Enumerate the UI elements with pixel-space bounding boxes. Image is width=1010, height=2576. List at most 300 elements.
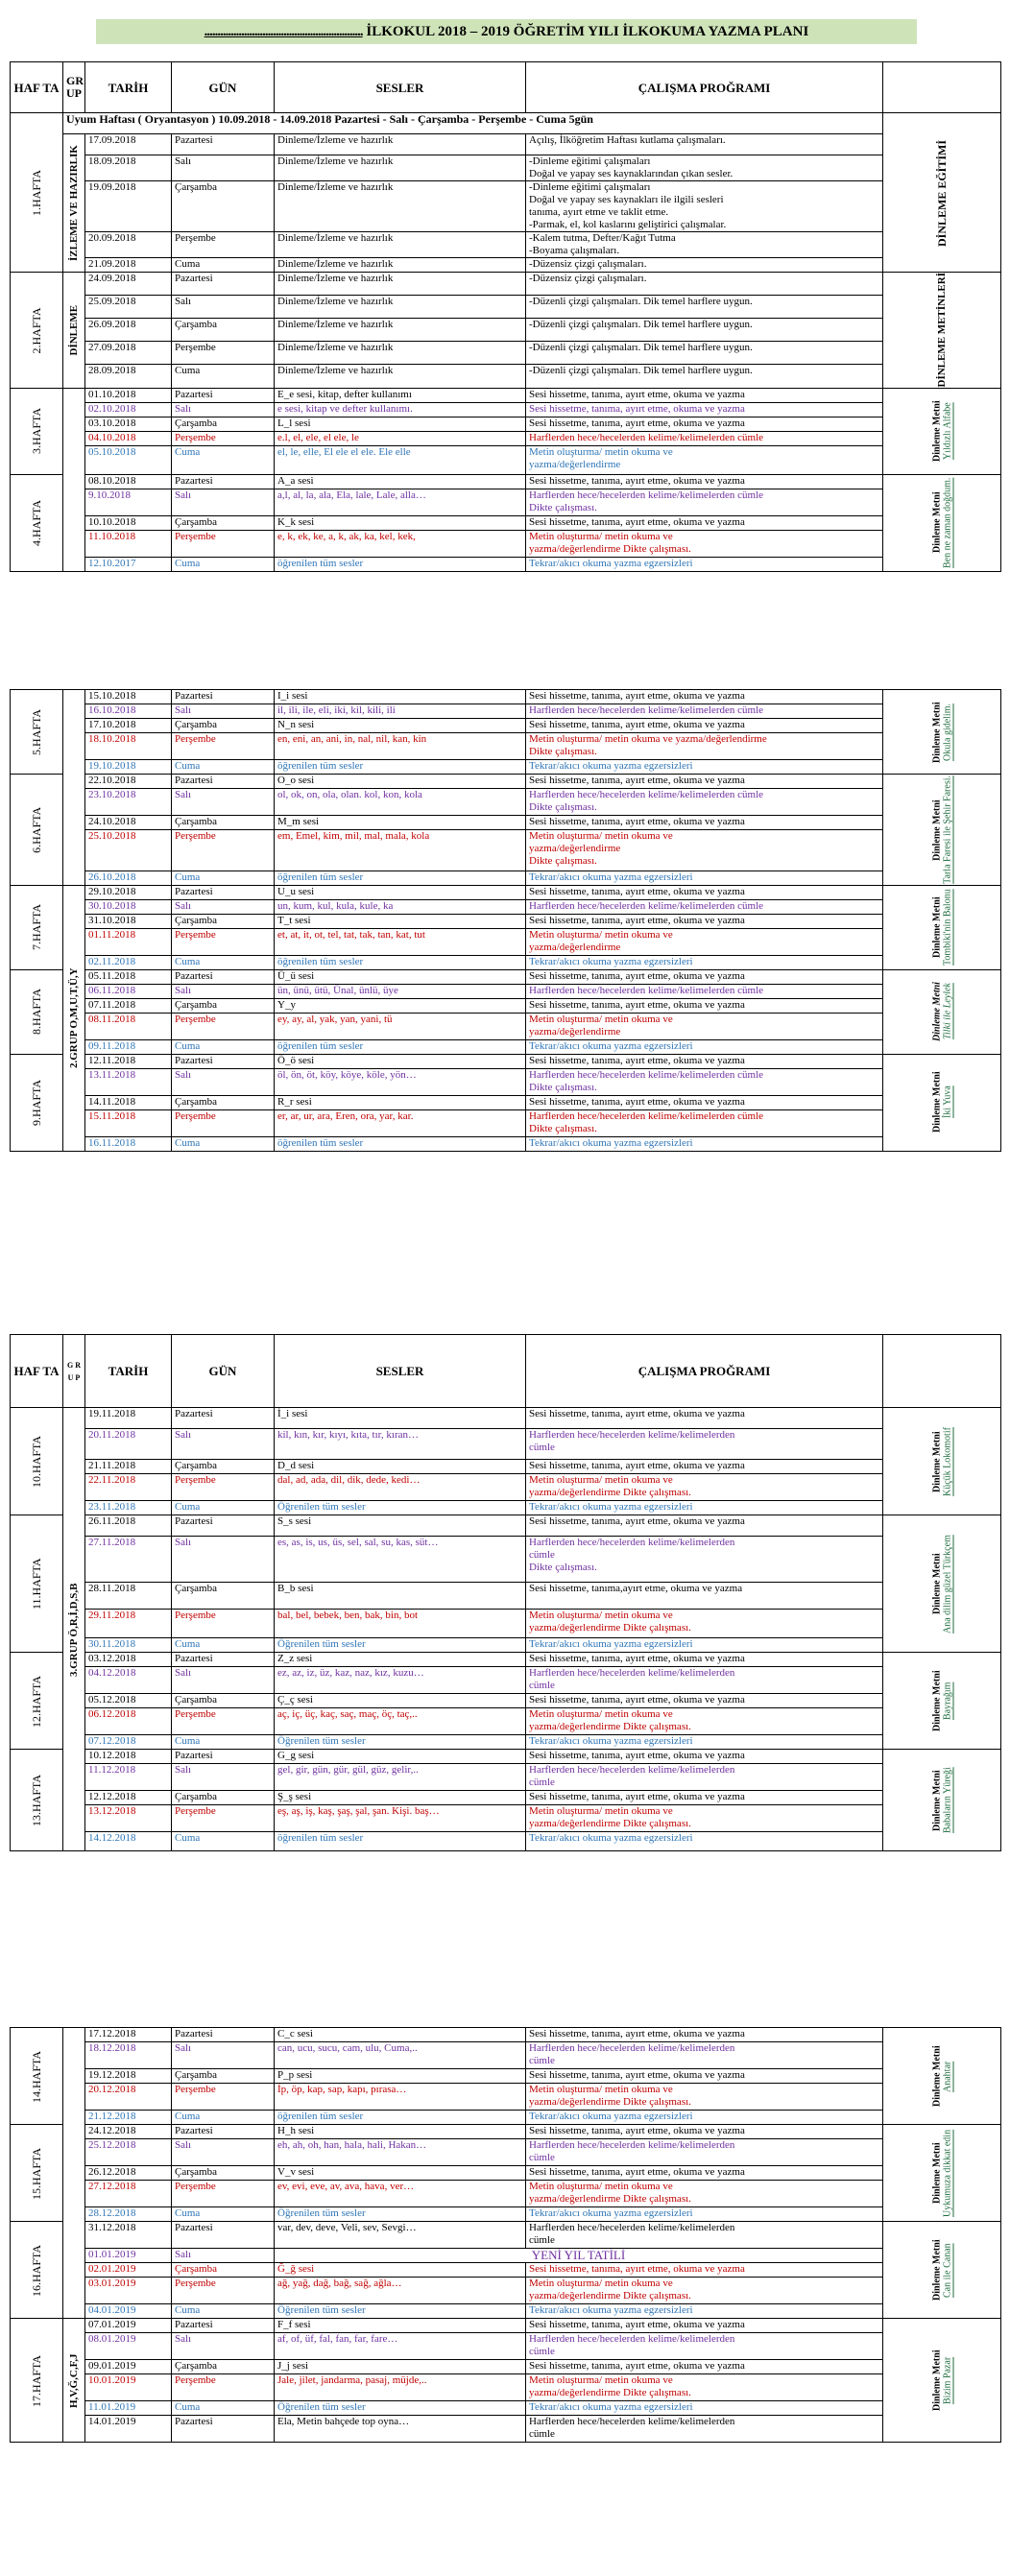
date-cell: 03.01.2019	[85, 2278, 172, 2304]
plan-row	[11, 2249, 1001, 2263]
sounds-cell: D_d sesi	[275, 1460, 526, 1474]
program-cell: Tekrar/akıcı okuma yazma egzersizleri	[526, 955, 883, 969]
program-cell: Metin oluşturma/ metin okuma ve yazma/değerlendirme Dikte çalışması.	[526, 2084, 883, 2111]
day-cell: Salı	[172, 1429, 275, 1460]
sounds-cell: et, at, it, ot, tel, tat, tak, tan, kat, tut	[275, 928, 526, 955]
program-cell: Tekrar/akıcı okuma yazma egzersizleri	[526, 2207, 883, 2222]
sounds-cell: öğrenilen tüm sesler	[275, 871, 526, 885]
plan-row	[11, 2111, 1001, 2125]
plan-row	[11, 388, 1001, 402]
day-cell: Çarşamba	[172, 719, 275, 733]
sounds-cell: S_s sesi	[275, 1515, 526, 1537]
plan-row	[11, 2028, 1001, 2042]
program-cell: Sesi hissetme, tanıma, ayırt etme, okuma ve yazma	[526, 719, 883, 733]
sounds-cell: Dinleme/İzleme ve hazırlık	[275, 296, 526, 319]
date-cell: 08.11.2018	[85, 1013, 172, 1039]
sounds-cell: A_a sesi	[275, 474, 526, 489]
sounds-cell: Öğrenilen tüm sesler	[275, 2401, 526, 2416]
sounds-cell: un, kum, kul, kula, kule, ka	[275, 899, 526, 914]
sounds-cell: N_n sesi	[275, 719, 526, 733]
date-cell: 22.10.2018	[85, 775, 172, 789]
side-text-cell	[883, 1653, 1001, 1750]
program-cell: Sesi hissetme, tanıma, ayırt etme, okuma ve yazma	[526, 388, 883, 402]
sounds-cell: Öğrenilen tüm sesler	[275, 2207, 526, 2222]
program-cell: -Düzenli çizgi çalışmaları. Dik temel harflere uygun.	[526, 365, 883, 388]
side-text-cell	[883, 1515, 1001, 1653]
program-cell: -Dinleme eğitimi çalışmaları Doğal ve yapay ses kaynakları ile ilgili sesleri tanıma, ayırt etme ve taklit etme. -Parmak, el, kol kaslarını geliştirici çalışmalar.	[526, 181, 883, 232]
plan-row	[11, 690, 1001, 704]
sounds-cell: Ü_ü sesi	[275, 969, 526, 984]
program-cell: Metin oluşturma/ metin okuma ve yazma/değerlendirme Dikte çalışması.	[526, 733, 883, 760]
side-text-a: Dinleme Metni	[931, 1769, 942, 1831]
plan-row	[11, 1610, 1001, 1638]
header-hafta-3: HAF TA	[11, 1335, 63, 1408]
side-text-cell	[883, 388, 1001, 474]
plan-row	[11, 2416, 1001, 2443]
date-cell: 17.10.2018	[85, 719, 172, 733]
group-empty	[63, 690, 85, 886]
plan-row	[11, 1694, 1001, 1708]
title-text: İLKOKUL 2018 – 2019 ÖĞRETİM YILI İLKOKUMA YAZMA PLANI	[366, 24, 809, 39]
page-title	[96, 19, 917, 44]
sounds-cell: O_o sesi	[275, 775, 526, 789]
sounds-cell: Dinleme/İzleme ve hazırlık	[275, 342, 526, 365]
day-cell: Perşembe	[172, 733, 275, 760]
week-label: 4.HAFTA	[11, 474, 63, 571]
uyum-text: Uyum Haftası ( Oryantasyon ) 10.09.2018 - 14.09.2018 Pazartesi - Salı - Çarşamba - Perşembe - Cuma 5gün	[63, 113, 883, 134]
program-cell: Metin oluşturma/ metin okuma ve yazma/değerlendirme Dikte çalışması.	[526, 2181, 883, 2207]
date-cell: 27.09.2018	[85, 342, 172, 365]
side-text-cell	[883, 690, 1001, 775]
date-cell: 30.10.2018	[85, 899, 172, 914]
day-cell: Pazartesi	[172, 969, 275, 984]
day-cell: Perşembe	[172, 1805, 275, 1832]
date-cell: 21.09.2018	[85, 258, 172, 273]
sounds-cell: gel, gir, gün, gür, gül, güz, gelir,..	[275, 1764, 526, 1791]
day-cell: Çarşamba	[172, 1095, 275, 1109]
side-text-a: Dinleme Metni	[931, 1430, 942, 1492]
program-cell: Metin oluşturma/ metin okuma ve yazma/değerlendirme Dikte çalışması.	[526, 830, 883, 871]
plan-row	[11, 2181, 1001, 2207]
date-cell: 20.09.2018	[85, 232, 172, 258]
plan-table-2	[10, 689, 1001, 1152]
day-cell: Perşembe	[172, 1474, 275, 1501]
day-cell: Salı	[172, 155, 275, 181]
plan-row	[11, 1039, 1001, 1054]
sounds-cell: var, dev, deve, Veli, sev, Sevgi…	[275, 2222, 526, 2249]
sounds-cell: C_c sesi	[275, 2028, 526, 2042]
day-cell: Perşembe	[172, 1708, 275, 1735]
program-cell: Harflerden hece/hecelerden kelime/kelimelerden cümle	[526, 2042, 883, 2069]
plan-row	[11, 489, 1001, 515]
plan-row	[11, 1136, 1001, 1151]
date-cell: 31.10.2018	[85, 914, 172, 928]
date-cell: 27.11.2018	[85, 1537, 172, 1583]
header-program-3: ÇALIŞMA PROĞRAMI	[526, 1335, 883, 1408]
sounds-cell: Dinleme/İzleme ve hazırlık	[275, 365, 526, 388]
program-cell: Harflerden hece/hecelerden kelime/kelimelerden cümle Dikte çalışması.	[526, 1537, 883, 1583]
day-cell: Salı	[172, 899, 275, 914]
plan-row	[11, 319, 1001, 342]
sounds-cell: ol, ok, on, ola, olan. kol, kon, kola	[275, 789, 526, 816]
program-cell: Sesi hissetme, tanıma, ayırt etme, okuma ve yazma	[526, 1653, 883, 1667]
date-cell: 28.09.2018	[85, 365, 172, 388]
plan-row	[11, 733, 1001, 760]
plan-row	[11, 1832, 1001, 1851]
plan-row	[11, 365, 1001, 388]
plan-row	[11, 871, 1001, 885]
day-cell: Salı	[172, 2249, 275, 2263]
program-cell: Sesi hissetme, tanıma, ayırt etme, okuma ve yazma	[526, 2360, 883, 2374]
date-cell: 26.10.2018	[85, 871, 172, 885]
date-cell: 13.12.2018	[85, 1805, 172, 1832]
plan-row	[11, 719, 1001, 733]
plan-row	[11, 1791, 1001, 1805]
program-cell: Sesi hissetme, tanıma, ayırt etme, okuma ve yazma	[526, 885, 883, 899]
plan-row	[11, 775, 1001, 789]
side-text-cell	[883, 1408, 1001, 1515]
plan-table-4	[10, 2027, 1001, 2443]
program-cell: Tekrar/akıcı okuma yazma egzersizleri	[526, 871, 883, 885]
plan-row	[11, 296, 1001, 319]
date-cell: 11.12.2018	[85, 1764, 172, 1791]
plan-row	[11, 232, 1001, 258]
date-cell: 28.12.2018	[85, 2207, 172, 2222]
plan-row	[11, 704, 1001, 719]
side-text-a: Dinleme Metni	[931, 701, 942, 763]
program-cell: Harflerden hece/hecelerden kelime/kelimelerden cümle	[526, 1667, 883, 1694]
plan-row	[11, 474, 1001, 489]
plan-row	[11, 984, 1001, 998]
date-cell: 25.12.2018	[85, 2139, 172, 2166]
date-cell: 19.10.2018	[85, 760, 172, 775]
date-cell: 08.01.2019	[85, 2333, 172, 2360]
date-cell: 03.10.2018	[85, 417, 172, 431]
week-label: 5.HAFTA	[11, 690, 63, 775]
program-cell: Harflerden hece/hecelerden kelime/kelimelerden cümle Dikte çalışması.	[526, 489, 883, 515]
date-cell: 04.12.2018	[85, 1667, 172, 1694]
day-cell: Pazartesi	[172, 2319, 275, 2333]
side-dinleme-metinleri: DİNLEME METİNLERİ	[883, 273, 1001, 389]
day-cell: Cuma	[172, 2304, 275, 2319]
day-cell: Cuma	[172, 258, 275, 273]
date-cell: 14.11.2018	[85, 1095, 172, 1109]
day-cell: Pazartesi	[172, 273, 275, 296]
side-text-b: Okula gidelim.	[942, 703, 952, 761]
date-cell: 11.10.2018	[85, 530, 172, 557]
side-text-a: Dinleme Metni	[931, 2239, 942, 2301]
sounds-cell: L_l sesi	[275, 417, 526, 431]
day-cell: Cuma	[172, 445, 275, 474]
program-cell: Sesi hissetme, tanıma, ayırt etme, okuma ve yazma	[526, 2319, 883, 2333]
date-cell: 06.12.2018	[85, 1708, 172, 1735]
program-cell: Sesi hissetme, tanıma, ayırt etme, okuma ve yazma	[526, 1054, 883, 1068]
program-cell: Sesi hissetme, tanıma, ayırt etme, okuma ve yazma	[526, 914, 883, 928]
program-cell: Harflerden hece/hecelerden kelime/kelimelerden cümle	[526, 2333, 883, 2360]
side-text-b: Tilki ile Leylek	[942, 983, 952, 1040]
date-cell: 03.12.2018	[85, 1653, 172, 1667]
side-text-b: İki Yuva	[942, 1086, 952, 1119]
sounds-cell: af, of, üf, fal, fan, far, fare…	[275, 2333, 526, 2360]
plan-row	[11, 2304, 1001, 2319]
sounds-cell: E_e sesi, kitap, defter kullanımı	[275, 388, 526, 402]
program-cell: Metin oluşturma/ metin okuma ve yazma/değerlendirme	[526, 1013, 883, 1039]
program-cell: Harflerden hece/hecelerden kelime/kelimelerden cümle Dikte çalışması.	[526, 789, 883, 816]
date-cell: 05.10.2018	[85, 445, 172, 474]
program-cell: Sesi hissetme, tanıma, ayırt etme, okuma ve yazma	[526, 690, 883, 704]
day-cell: Çarşamba	[172, 1694, 275, 1708]
date-cell: 31.12.2018	[85, 2222, 172, 2249]
sounds-cell: Ç_ç sesi	[275, 1694, 526, 1708]
program-cell: Harflerden hece/hecelerden kelime/kelimelerden cümle Dikte çalışması.	[526, 1068, 883, 1095]
sounds-cell: Öğrenilen tüm sesler	[275, 2304, 526, 2319]
program-cell: Tekrar/akıcı okuma yazma egzersizleri	[526, 2111, 883, 2125]
day-cell: Perşembe	[172, 2181, 275, 2207]
plan-row	[11, 2166, 1001, 2181]
day-cell: Salı	[172, 1667, 275, 1694]
plan-row	[11, 998, 1001, 1013]
sounds-cell: J_j sesi	[275, 2360, 526, 2374]
program-cell: -Düzenli çizgi çalışmaları. Dik temel harflere uygun.	[526, 319, 883, 342]
date-cell: 26.11.2018	[85, 1515, 172, 1537]
plan-row	[11, 1501, 1001, 1515]
program-cell: Sesi hissetme, tanıma, ayırt etme, okuma ve yazma	[526, 1750, 883, 1764]
day-cell: Perşembe	[172, 342, 275, 365]
program-cell: Harflerden hece/hecelerden kelime/kelimelerden cümle Dikte çalışması.	[526, 1109, 883, 1136]
plan-row	[11, 789, 1001, 816]
program-cell: Sesi hissetme, tanıma, ayırt etme, okuma ve yazma	[526, 2125, 883, 2139]
sounds-cell: I_i sesi	[275, 690, 526, 704]
side-text-b: Can ile Canan	[942, 2242, 952, 2298]
sounds-cell: Dinleme/İzleme ve hazırlık	[275, 232, 526, 258]
program-cell: Açılış, İlköğretim Haftası kutlama çalışmaları.	[526, 134, 883, 155]
plan-row	[11, 417, 1001, 431]
sounds-cell: ağ, yağ, dağ, bağ, sağ, ağla…	[275, 2278, 526, 2304]
header-sesler: SESLER	[275, 62, 526, 113]
sounds-cell: aç, iç, üç, kaç, saç, maç, öç, taç,..	[275, 1708, 526, 1735]
day-cell: Cuma	[172, 1501, 275, 1515]
program-cell: Harflerden hece/hecelerden kelime/kelimelerden cümle	[526, 2416, 883, 2443]
sounds-cell: İ_i sesi	[275, 1408, 526, 1429]
day-cell: Perşembe	[172, 530, 275, 557]
day-cell: Pazartesi	[172, 474, 275, 489]
plan-row	[11, 557, 1001, 571]
plan-row	[11, 2333, 1001, 2360]
week-label: 17.HAFTA	[11, 2319, 63, 2443]
week-label: 13.HAFTA	[11, 1750, 63, 1851]
sounds-cell: e.l, el, ele, el ele, le	[275, 431, 526, 445]
sounds-cell: Dinleme/İzleme ve hazırlık	[275, 134, 526, 155]
date-cell: 17.12.2018	[85, 2028, 172, 2042]
day-cell: Çarşamba	[172, 2069, 275, 2084]
plan-table-3	[10, 1334, 1001, 1851]
program-cell: Sesi hissetme, tanıma, ayırt etme, okuma ve yazma	[526, 1694, 883, 1708]
plan-row	[11, 445, 1001, 474]
date-cell: 12.10.2017	[85, 557, 172, 571]
side-text-b: Ana dilim güzel Türkçem	[942, 1534, 952, 1634]
plan-row	[11, 969, 1001, 984]
day-cell: Perşembe	[172, 1610, 275, 1638]
plan-row	[11, 134, 1001, 155]
sounds-cell: ev, evi, eve, av, ava, hava, ver…	[275, 2181, 526, 2207]
sounds-cell: V_v sesi	[275, 2166, 526, 2181]
day-cell: Çarşamba	[172, 1460, 275, 1474]
sounds-cell: kil, kın, kır, kıyı, kıta, tır, kıran…	[275, 1429, 526, 1460]
holiday-cell	[275, 2249, 883, 2263]
day-cell: Perşembe	[172, 431, 275, 445]
sounds-cell: ez, az, iz, üz, kaz, naz, kız, kuzu…	[275, 1667, 526, 1694]
header-tarih-3: TARİH	[85, 1335, 172, 1408]
header-tarih: TARİH	[85, 62, 172, 113]
day-cell: Salı	[172, 2139, 275, 2166]
plan-row	[11, 1750, 1001, 1764]
side-text-cell	[883, 1054, 1001, 1151]
day-cell: Pazartesi	[172, 2416, 275, 2443]
day-cell: Salı	[172, 984, 275, 998]
day-cell: Cuma	[172, 1832, 275, 1851]
plan-row	[11, 181, 1001, 232]
week-label: 12.HAFTA	[11, 1653, 63, 1750]
side-text-a: Dinleme Metni	[931, 1670, 942, 1731]
program-cell: Sesi hissetme, tanıma,ayırt etme, okuma ve yazma	[526, 1583, 883, 1610]
side-text-a: Dinleme Metni	[931, 1553, 942, 1614]
sounds-cell: em, Emel, kim, mil, mal, mala, kola	[275, 830, 526, 871]
date-cell: 29.11.2018	[85, 1610, 172, 1638]
plan-page-4	[10, 2027, 1000, 2443]
side-text-b: Küçük Lokomotif	[942, 1426, 952, 1496]
program-cell: Harflerden hece/hecelerden kelime/kelimelerden cümle	[526, 899, 883, 914]
date-cell: 21.11.2018	[85, 1460, 172, 1474]
week-label: 3.HAFTA	[11, 388, 63, 474]
date-cell: 20.11.2018	[85, 1429, 172, 1460]
sounds-cell: B_b sesi	[275, 1583, 526, 1610]
sounds-cell: Öğrenilen tüm sesler	[275, 1638, 526, 1653]
date-cell: 01.01.2019	[85, 2249, 172, 2263]
program-cell: Harflerden hece/hecelerden kelime/kelimelerden cümle	[526, 2139, 883, 2166]
day-cell: Çarşamba	[172, 181, 275, 232]
program-cell: Sesi hissetme, tanıma, ayırt etme, okuma ve yazma	[526, 816, 883, 830]
day-cell: Çarşamba	[172, 2263, 275, 2278]
day-cell: Çarşamba	[172, 2166, 275, 2181]
plan-row	[11, 914, 1001, 928]
sounds-cell: Z_z sesi	[275, 1653, 526, 1667]
date-cell: 06.11.2018	[85, 984, 172, 998]
date-cell: 23.11.2018	[85, 1501, 172, 1515]
date-cell: 10.12.2018	[85, 1750, 172, 1764]
plan-row	[11, 273, 1001, 296]
date-cell: 04.10.2018	[85, 431, 172, 445]
day-cell: Pazartesi	[172, 388, 275, 402]
sounds-cell: öğrenilen tüm sesler	[275, 1832, 526, 1851]
program-cell: Metin oluşturma/ metin okuma ve yazma/değerlendirme	[526, 445, 883, 474]
day-cell: Cuma	[172, 955, 275, 969]
program-cell: Metin oluşturma/ metin okuma ve yazma/değerlendirme Dikte çalışması.	[526, 1805, 883, 1832]
program-cell: -Kalem tutma, Defter/Kağıt Tutma -Boyama çalışmaları.	[526, 232, 883, 258]
plan-row	[11, 1537, 1001, 1583]
week-label: 7.HAFTA	[11, 885, 63, 969]
sounds-cell: öğrenilen tüm sesler	[275, 1039, 526, 1054]
group-3: 3.GRUP Ö,R,İ,D,S,B	[63, 1408, 85, 1851]
day-cell: Çarşamba	[172, 417, 275, 431]
date-cell: 10.01.2019	[85, 2374, 172, 2401]
day-cell: Cuma	[172, 365, 275, 388]
plan-row	[11, 830, 1001, 871]
day-cell: Pazartesi	[172, 1653, 275, 1667]
day-cell: Salı	[172, 2042, 275, 2069]
program-cell: Tekrar/akıcı okuma yazma egzersizleri	[526, 2304, 883, 2319]
sounds-cell: ey, ay, al, yak, yan, yani, tü	[275, 1013, 526, 1039]
sounds-cell: Dinleme/İzleme ve hazırlık	[275, 155, 526, 181]
side-text-b: Anahtar	[942, 2060, 952, 2092]
program-cell: Tekrar/akıcı okuma yazma egzersizleri	[526, 557, 883, 571]
sounds-cell: öğrenilen tüm sesler	[275, 557, 526, 571]
day-cell: Cuma	[172, 1039, 275, 1054]
program-cell: Sesi hissetme, tanıma, ayırt etme, okuma ve yazma	[526, 474, 883, 489]
week-label: 14.HAFTA	[11, 2028, 63, 2125]
plan-row	[11, 2319, 1001, 2333]
sounds-cell: K_k sesi	[275, 515, 526, 530]
date-cell: 18.10.2018	[85, 733, 172, 760]
plan-page-1	[10, 61, 1000, 572]
side-text-a: Dinleme Metni	[931, 1072, 942, 1133]
program-cell: Tekrar/akıcı okuma yazma egzersizleri	[526, 1136, 883, 1151]
week-label: 1.HAFTA	[11, 113, 63, 273]
sounds-cell: R_r sesi	[275, 1095, 526, 1109]
side-text-b: Yıldızlı Alfabe	[942, 402, 952, 460]
date-cell: 17.09.2018	[85, 134, 172, 155]
day-cell: Perşembe	[172, 830, 275, 871]
side-text-b: Uykumuza dikkat edin	[942, 2129, 952, 2217]
date-cell: 29.10.2018	[85, 885, 172, 899]
day-cell: Salı	[172, 704, 275, 719]
program-cell: Metin oluşturma/ metin okuma ve yazma/değerlendirme Dikte çalışması.	[526, 2278, 883, 2304]
date-cell: 11.01.2019	[85, 2401, 172, 2416]
side-text-a: Dinleme Metni	[931, 2045, 942, 2107]
plan-row	[11, 1583, 1001, 1610]
date-cell: 01.10.2018	[85, 388, 172, 402]
program-cell: Sesi hissetme, tanıma, ayırt etme, okuma ve yazma	[526, 2263, 883, 2278]
date-cell: 12.11.2018	[85, 1054, 172, 1068]
day-cell: Pazartesi	[172, 885, 275, 899]
side-text-cell	[883, 2319, 1001, 2443]
side-dinleme-egitimi: DİNLEME EĞİTİMİ	[883, 113, 1001, 273]
plan-row	[11, 258, 1001, 273]
sounds-cell: bal, bel, bebek, ben, bak, bin, bot	[275, 1610, 526, 1638]
header-program: ÇALIŞMA PROĞRAMI	[526, 62, 883, 113]
program-cell: Sesi hissetme, tanıma, ayırt etme, okuma ve yazma	[526, 2069, 883, 2084]
program-cell: Sesi hissetme, tanıma, ayırt etme, okuma ve yazma	[526, 998, 883, 1013]
program-cell: -Düzensiz çizgi çalışmaları.	[526, 273, 883, 296]
sounds-cell: Dinleme/İzleme ve hazırlık	[275, 258, 526, 273]
holiday-label: YENİ YIL TATİLİ	[531, 2248, 626, 2262]
header-gun: GÜN	[172, 62, 275, 113]
sounds-cell: il, ili, ile, eli, iki, kil, kili, ili	[275, 704, 526, 719]
program-cell: Metin oluşturma/ metin okuma ve yazma/değerlendirme Dikte çalışması.	[526, 1474, 883, 1501]
day-cell: Salı	[172, 1068, 275, 1095]
date-cell: 19.12.2018	[85, 2069, 172, 2084]
sounds-cell: a,l, al, la, ala, Ela, lale, Lale, alla…	[275, 489, 526, 515]
plan-row	[11, 1068, 1001, 1095]
header-gun-3: GÜN	[172, 1335, 275, 1408]
day-cell: Çarşamba	[172, 2360, 275, 2374]
sounds-cell: eş, aş, iş, kaş, şaş, şal, şan. Kişi. baş…	[275, 1805, 526, 1832]
program-cell: Harflerden hece/hecelerden kelime/kelimelerden cümle	[526, 2222, 883, 2249]
side-text-a: Dinleme Metni	[931, 2142, 942, 2204]
week-label: 2.HAFTA	[11, 273, 63, 389]
plan-row	[11, 2084, 1001, 2111]
program-cell: Tekrar/akıcı okuma yazma egzersizleri	[526, 1735, 883, 1750]
day-cell: Perşembe	[172, 232, 275, 258]
